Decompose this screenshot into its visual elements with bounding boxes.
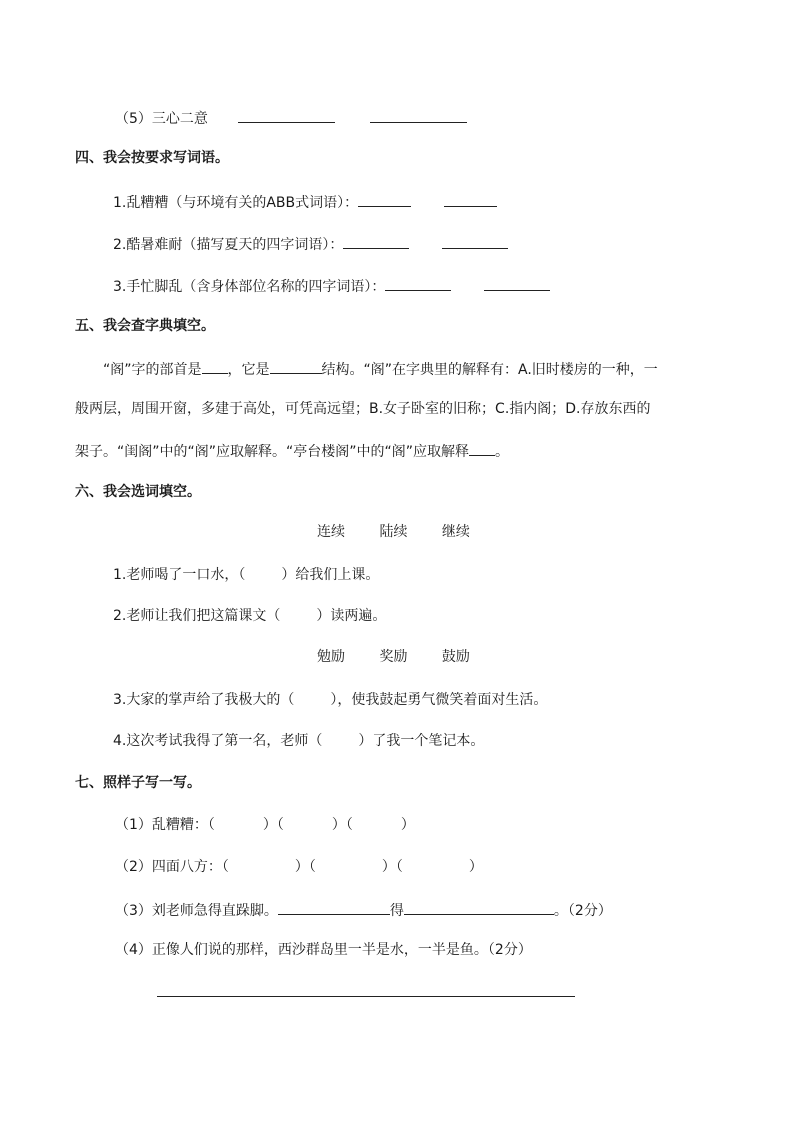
s4-item-text: 3.手忙脚乱（含身体部位名称的四字词语）： — [113, 279, 386, 295]
answer-line[interactable] — [157, 996, 575, 997]
word-option: 连续 — [317, 524, 345, 540]
word-option: 继续 — [441, 524, 470, 540]
s6-q1 — [113, 565, 379, 585]
s5-paragraph-line2: 般两层，周围开窗，多建于高处，可凭高远望；B.女子卧室的旧称；C.指内阁；D.存放东西的 — [75, 401, 651, 417]
answer-blank[interactable] — [343, 233, 409, 249]
s7-label: （2）四面八方： — [115, 859, 222, 875]
s4-item-text: 2.酷暑难耐（描写夏天的四字词语）： — [113, 237, 344, 253]
paren: ） — [294, 859, 309, 875]
answer-blank[interactable] — [278, 899, 390, 915]
paren: （ — [345, 817, 353, 833]
s7-text: 得 — [389, 903, 404, 919]
paren: （ — [308, 859, 316, 875]
s7-label: （1）乱糟糟： — [115, 817, 208, 833]
s6-q4 — [113, 731, 484, 751]
section-4-heading: 四、我会按要求写词语。 — [75, 150, 229, 166]
paren: ） — [400, 817, 415, 833]
s6-text: ）了我一个笔记本。 — [358, 733, 485, 749]
answer-blank[interactable] — [404, 899, 554, 915]
s6-q3 — [113, 690, 547, 710]
s7-text: （3）刘老师急得直跺脚。 — [115, 903, 278, 919]
s6-text: ），使我鼓起勇气微笑着面对生活。 — [330, 692, 548, 708]
paren: （ — [207, 817, 215, 833]
q3-item5 — [115, 107, 467, 129]
s5-text: 。 — [495, 444, 510, 460]
paren: ） — [331, 817, 346, 833]
word-option: 奖励 — [379, 649, 408, 665]
section-7-heading: 七、照样子写一写。 — [75, 775, 201, 791]
s6-text: 1.老师喝了一口水，（ — [113, 567, 246, 583]
s5-text: 架子。“闺阁”中的“阁”应取解释。“亭台楼阁”中的“阁”应取解释 — [75, 444, 470, 460]
s6-q2 — [113, 606, 386, 626]
s5-paragraph-line1 — [103, 358, 658, 380]
s7-text: 。（2分） — [553, 903, 612, 919]
answer-blank[interactable] — [444, 191, 497, 207]
paren: （ — [395, 859, 403, 875]
section-6-heading: 六、我会选词填空。 — [75, 484, 201, 500]
s4-item-3 — [113, 275, 550, 297]
s5-text: “阁”字的部首是 — [103, 362, 202, 378]
word-option: 勉励 — [317, 649, 345, 665]
answer-blank[interactable] — [370, 107, 467, 123]
s4-item-text: 1.乱糟糟（与环境有关的ABB式词语）： — [113, 195, 359, 211]
paren: ） — [381, 859, 396, 875]
answer-blank[interactable] — [202, 358, 228, 374]
word-option: 鼓励 — [441, 649, 470, 665]
s4-item-2 — [113, 233, 508, 255]
s6-text: ）给我们上课。 — [281, 567, 380, 583]
answer-blank[interactable] — [358, 191, 411, 207]
s6-text: 4.这次考试我得了第一名，老师（ — [113, 733, 323, 749]
s6-text: 2.老师让我们把这篇课文（ — [113, 608, 281, 624]
answer-blank[interactable] — [385, 275, 451, 291]
s4-item-1 — [113, 191, 497, 213]
answer-blank[interactable] — [484, 275, 550, 291]
s6-text: 3.大家的掌声给了我极大的（ — [113, 692, 295, 708]
s5-paragraph-line3 — [75, 440, 509, 462]
s7-item-4: （4）正像人们说的那样，西沙群岛里一半是水，一半是鱼。（2分） — [115, 942, 532, 958]
answer-blank[interactable] — [442, 233, 508, 249]
q3-item5-label: （5）三心二意 — [115, 111, 208, 127]
answer-blank[interactable] — [238, 107, 335, 123]
s7-item-3 — [115, 899, 612, 921]
s7-item-1 — [115, 815, 415, 835]
s6-text: ）读两遍。 — [316, 608, 387, 624]
word-option: 陆续 — [379, 524, 408, 540]
paren: （ — [276, 817, 284, 833]
s7-item-2 — [115, 857, 483, 877]
answer-blank[interactable] — [469, 440, 495, 456]
paren: （ — [221, 859, 229, 875]
paren: ） — [262, 817, 277, 833]
s5-text: ，它是 — [227, 362, 270, 378]
word-bank-2 — [317, 647, 470, 667]
paren: ） — [468, 859, 483, 875]
answer-blank[interactable] — [270, 358, 322, 374]
word-bank-1 — [317, 522, 470, 542]
section-5-heading: 五、我会查字典填空。 — [75, 318, 215, 334]
s5-text: 结构。“阁”在字典里的解释有：A.旧时楼房的一种，一 — [321, 362, 658, 378]
